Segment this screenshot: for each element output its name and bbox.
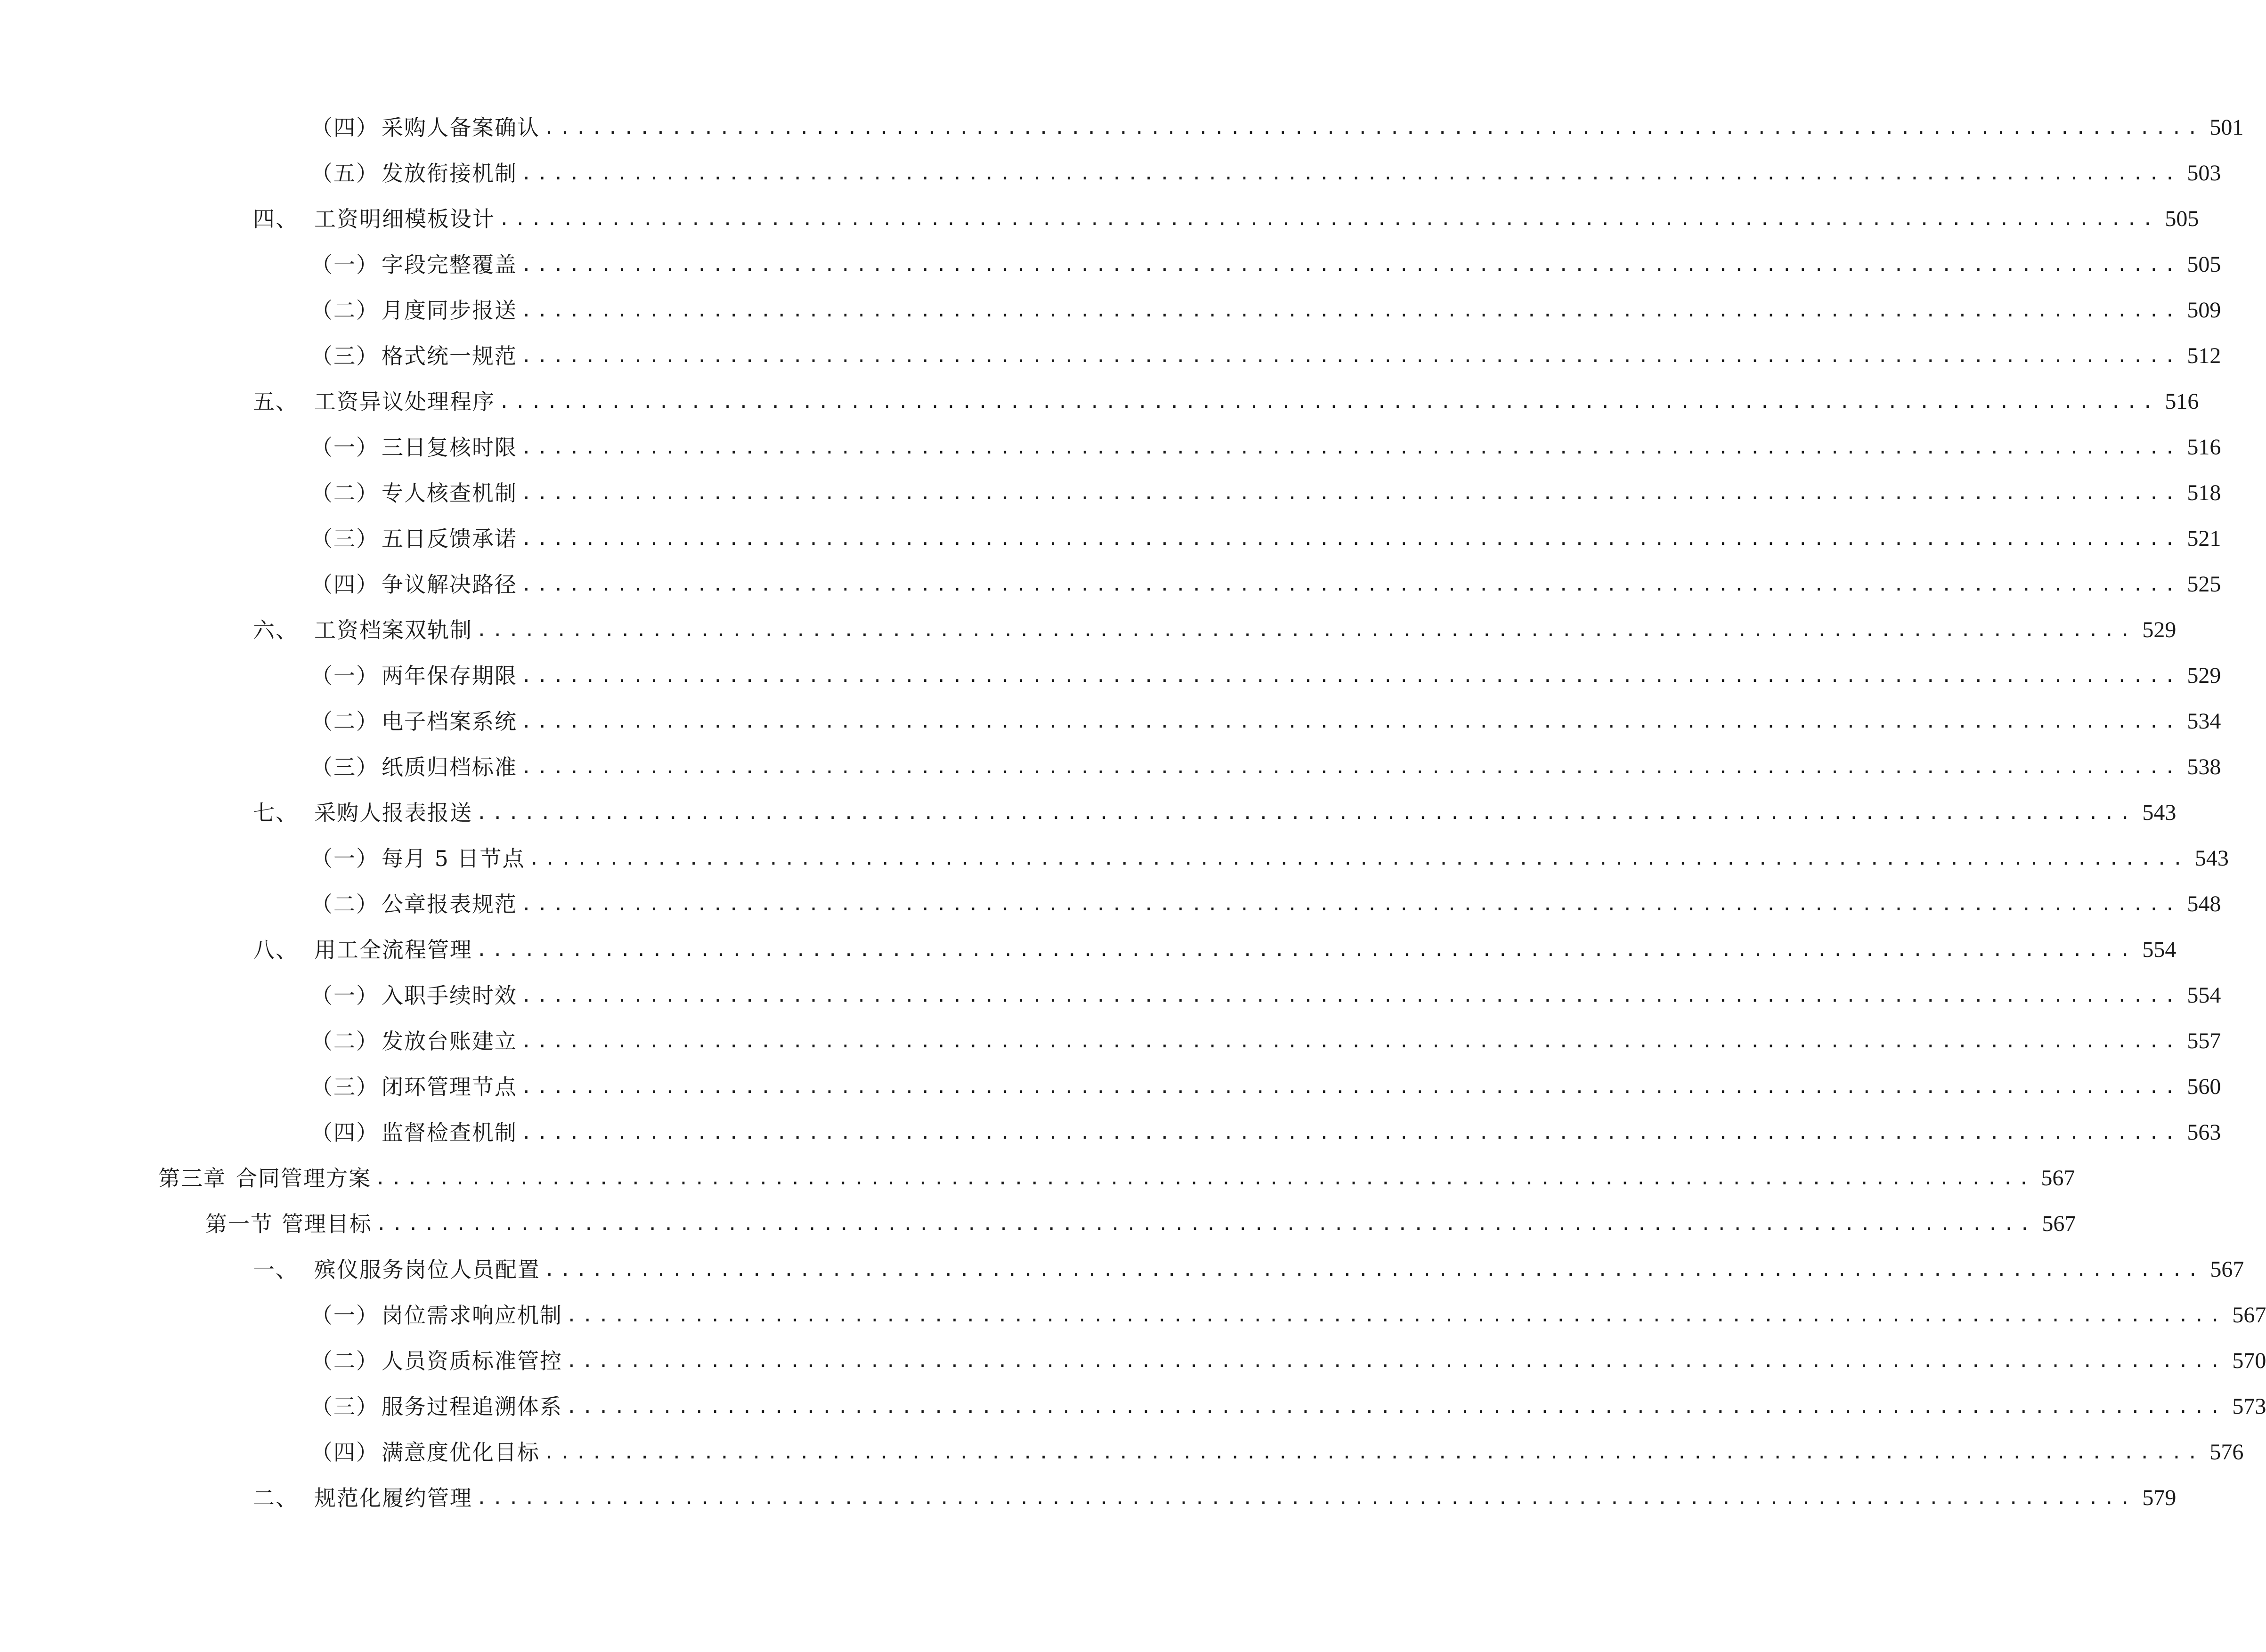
entry-number: 第一节 — [205, 1211, 273, 1237]
dot-leader: ........................................................................................................ — [521, 254, 2181, 275]
entry-title: 殡仪服务岗位人员配置 — [314, 1257, 540, 1282]
entry-number: （四） — [311, 115, 379, 140]
entry-title: 电子档案系统 — [382, 709, 517, 734]
dot-leader: ........................................................................................................ — [521, 346, 2181, 366]
toc-entry[interactable] — [311, 1068, 2221, 1106]
entry-title: 服务过程追溯体系 — [382, 1394, 562, 1419]
toc-entry[interactable] — [253, 200, 2199, 238]
entry-page-number: 509 — [2187, 298, 2221, 323]
toc-entry[interactable] — [311, 840, 2229, 877]
toc-entry[interactable] — [311, 1114, 2221, 1151]
entry-number: 四、 — [253, 206, 298, 232]
entry-title: 月度同步报送 — [382, 298, 517, 323]
entry-page-number: 570 — [2232, 1348, 2266, 1373]
entry-number: （二） — [311, 1348, 379, 1374]
toc-entry[interactable] — [253, 383, 2199, 421]
dot-leader: ........................................................................................................ — [566, 1396, 2226, 1417]
toc-entry[interactable] — [311, 1342, 2266, 1380]
dot-leader: ........................................................................................................ — [544, 1259, 2204, 1280]
dot-leader: ........................................................................................................ — [521, 574, 2181, 595]
entry-title: 争议解决路径 — [382, 572, 517, 597]
dot-leader: ........................................................................................................ — [521, 437, 2181, 458]
entry-page-number: 567 — [2210, 1257, 2244, 1282]
entry-number: （一） — [311, 846, 379, 871]
dot-leader: ........................................................................................................ — [375, 1168, 2035, 1189]
dot-leader: ........................................................................................................ — [521, 163, 2181, 184]
dot-leader: ........................................................................................................ — [521, 1031, 2181, 1052]
entry-title: 人员资质标准管控 — [382, 1348, 562, 1374]
entry-number: （三） — [311, 526, 379, 551]
entry-page-number: 538 — [2187, 754, 2221, 779]
dot-leader: ........................................................................................................ — [521, 985, 2181, 1006]
entry-page-number: 543 — [2142, 800, 2177, 825]
toc-entry[interactable] — [311, 657, 2221, 695]
entry-title: 三日复核时限 — [382, 435, 517, 460]
entry-title: 两年保存期限 — [382, 663, 517, 688]
dot-leader: ........................................................................................................ — [376, 1214, 2036, 1234]
dot-leader: ........................................................................................................ — [521, 1077, 2181, 1097]
entry-page-number: 503 — [2187, 161, 2221, 186]
toc-entry[interactable] — [311, 1388, 2266, 1425]
entry-title: 发放衔接机制 — [382, 161, 517, 186]
toc-entry[interactable] — [253, 794, 2177, 832]
entry-number: 七、 — [253, 800, 298, 826]
entry-number: （三） — [311, 1394, 379, 1419]
toc-entry[interactable] — [311, 246, 2221, 283]
entry-title: 公章报表规范 — [382, 891, 517, 917]
entry-title: 每月 5 日节点 — [382, 846, 525, 871]
toc-entry[interactable] — [311, 154, 2221, 192]
dot-leader: ........................................................................................................ — [521, 1122, 2181, 1143]
dot-leader: ........................................................................................................ — [499, 391, 2159, 412]
toc-entry[interactable] — [253, 1251, 2244, 1288]
entry-page-number: 567 — [2041, 1166, 2075, 1190]
entry-title: 格式统一规范 — [382, 343, 517, 369]
entry-page-number: 579 — [2142, 1485, 2177, 1510]
entry-page-number: 529 — [2187, 663, 2221, 688]
dot-leader: ........................................................................................................ — [521, 894, 2181, 915]
toc-entry[interactable] — [311, 566, 2221, 603]
entry-title: 专人核查机制 — [382, 480, 517, 506]
entry-title: 发放台账建立 — [382, 1028, 517, 1054]
dot-leader: ........................................................................................................ — [476, 939, 2136, 960]
toc-entry[interactable] — [311, 1022, 2221, 1060]
entry-page-number: 512 — [2187, 343, 2221, 368]
toc-entry[interactable] — [311, 429, 2221, 466]
entry-title: 五日反馈承诺 — [382, 526, 517, 551]
entry-title: 入职手续时效 — [382, 983, 517, 1008]
dot-leader: ........................................................................................................ — [566, 1305, 2226, 1326]
toc-entry[interactable] — [311, 748, 2221, 786]
toc-entry[interactable] — [311, 1296, 2266, 1334]
entry-number: （二） — [311, 480, 379, 506]
entry-page-number: 529 — [2142, 617, 2177, 642]
entry-page-number: 501 — [2209, 115, 2244, 140]
entry-page-number: 554 — [2187, 983, 2221, 1008]
entry-title: 纸质归档标准 — [382, 754, 517, 780]
entry-page-number: 516 — [2187, 435, 2221, 460]
entry-page-number: 505 — [2187, 252, 2221, 277]
entry-title: 岗位需求响应机制 — [382, 1303, 562, 1328]
entry-number: （五） — [311, 161, 379, 186]
entry-page-number: 576 — [2209, 1440, 2244, 1465]
entry-page-number: 543 — [2194, 846, 2229, 871]
entry-page-number: 534 — [2187, 709, 2221, 734]
entry-number: （一） — [311, 1303, 379, 1328]
entry-number: （三） — [311, 343, 379, 369]
dot-leader: ........................................................................................................ — [476, 620, 2136, 640]
toc-entry[interactable] — [311, 520, 2221, 558]
dot-leader: ........................................................................................................ — [476, 1488, 2136, 1508]
dot-leader: ........................................................................................................ — [521, 711, 2181, 732]
entry-page-number: 554 — [2142, 937, 2177, 962]
entry-number: （三） — [311, 1074, 379, 1100]
dot-leader: ........................................................................................................ — [521, 665, 2181, 686]
entry-number: 八、 — [253, 937, 298, 963]
entry-title: 闭环管理节点 — [382, 1074, 517, 1100]
entry-title: 字段完整覆盖 — [382, 252, 517, 277]
entry-page-number: 573 — [2232, 1394, 2266, 1419]
toc-entry[interactable] — [311, 885, 2221, 923]
entry-page-number: 560 — [2187, 1074, 2221, 1099]
dot-leader: ........................................................................................................ — [544, 1442, 2203, 1463]
entry-title: 满意度优化目标 — [382, 1440, 540, 1465]
entry-title: 合同管理方案 — [236, 1166, 371, 1191]
entry-page-number: 557 — [2187, 1028, 2221, 1053]
dot-leader: ........................................................................................................ — [521, 300, 2181, 321]
toc-entry[interactable] — [311, 337, 2221, 375]
entry-number: （一） — [311, 252, 379, 277]
entry-title: 采购人备案确认 — [382, 115, 540, 140]
entry-page-number: 567 — [2232, 1303, 2266, 1328]
entry-number: （二） — [311, 709, 379, 734]
toc-entry-chapter[interactable] — [158, 1159, 2075, 1197]
dot-leader: ........................................................................................................ — [499, 209, 2159, 229]
toc-entry[interactable] — [311, 1433, 2244, 1471]
toc-entry-section[interactable] — [205, 1205, 2076, 1243]
dot-leader: ........................................................................................................ — [521, 528, 2181, 549]
toc-entry[interactable] — [253, 611, 2177, 649]
entry-page-number: 521 — [2187, 526, 2221, 551]
entry-number: 六、 — [253, 617, 298, 643]
dot-leader: ........................................................................................................ — [521, 757, 2181, 777]
entry-title: 用工全流程管理 — [314, 937, 472, 963]
entry-page-number: 516 — [2165, 389, 2199, 414]
toc-entry[interactable] — [253, 931, 2177, 969]
entry-title: 工资档案双轨制 — [314, 617, 472, 643]
entry-title: 监督检查机制 — [382, 1120, 517, 1145]
entry-page-number: 567 — [2042, 1211, 2076, 1236]
entry-number: （三） — [311, 754, 379, 780]
entry-page-number: 525 — [2187, 572, 2221, 597]
toc-entry[interactable] — [311, 292, 2221, 329]
entry-number: （四） — [311, 1120, 379, 1145]
entry-number: （一） — [311, 663, 379, 688]
entry-number: 第三章 — [158, 1166, 226, 1191]
entry-title: 管理目标 — [282, 1211, 372, 1237]
entry-number: 二、 — [253, 1485, 298, 1511]
entry-title: 工资明细模板设计 — [314, 206, 495, 232]
toc-entry[interactable] — [311, 474, 2221, 512]
entry-page-number: 563 — [2187, 1120, 2221, 1145]
entry-number: （二） — [311, 1028, 379, 1054]
entry-page-number: 518 — [2187, 480, 2221, 505]
entry-number: （四） — [311, 572, 379, 597]
entry-number: （二） — [311, 298, 379, 323]
toc-entry[interactable] — [253, 1479, 2177, 1517]
entry-title: 规范化履约管理 — [314, 1485, 472, 1511]
toc-entry[interactable] — [311, 977, 2221, 1014]
entry-number: （四） — [311, 1440, 379, 1465]
dot-leader: ........................................................................................................ — [521, 483, 2181, 503]
entry-number: （一） — [311, 983, 379, 1008]
entry-number: （二） — [311, 891, 379, 917]
entry-page-number: 548 — [2187, 891, 2221, 916]
toc-entry[interactable] — [311, 703, 2221, 740]
entry-number: 一、 — [253, 1257, 298, 1282]
dot-leader: ........................................................................................................ — [544, 117, 2203, 138]
dot-leader: ........................................................................................................ — [566, 1351, 2226, 1371]
dot-leader: ........................................................................................................ — [528, 848, 2188, 869]
toc-entry[interactable] — [311, 109, 2244, 146]
entry-title: 工资异议处理程序 — [314, 389, 495, 414]
entry-page-number: 505 — [2165, 206, 2199, 231]
dot-leader: ........................................................................................................ — [476, 802, 2136, 823]
entry-number: （一） — [311, 435, 379, 460]
entry-title: 采购人报表报送 — [314, 800, 472, 826]
entry-number: 五、 — [253, 389, 298, 414]
